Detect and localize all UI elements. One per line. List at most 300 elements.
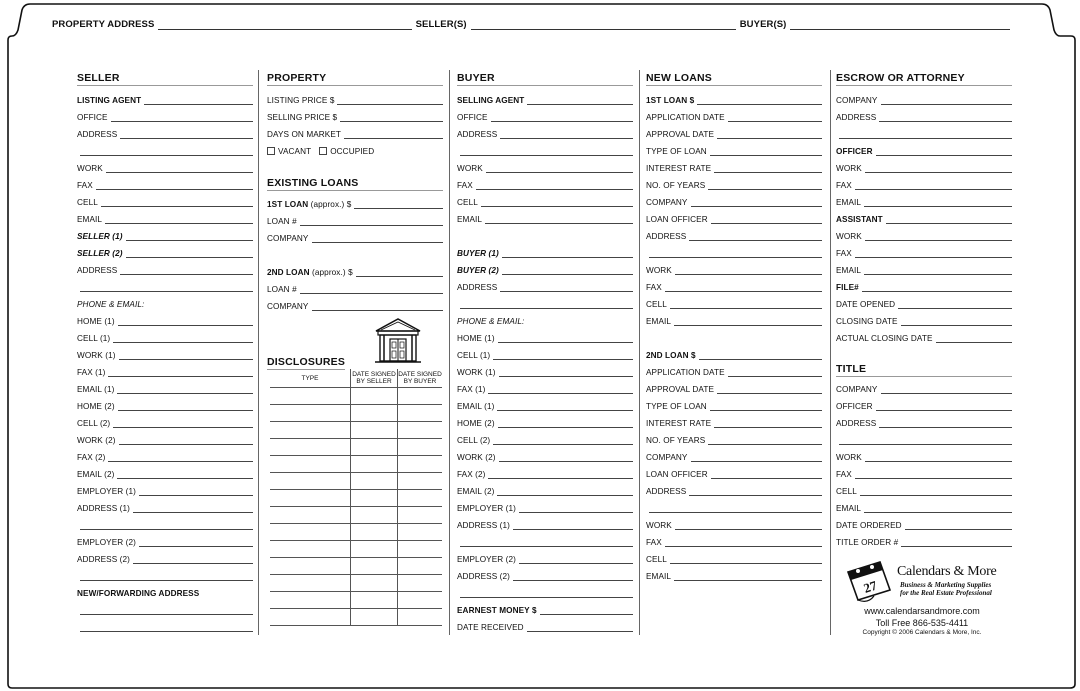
disclosure-row[interactable] xyxy=(270,456,442,473)
address-label: ADDRESS xyxy=(836,113,877,122)
seller-date-cell[interactable] xyxy=(351,422,398,439)
approval-date-row[interactable] xyxy=(646,380,822,394)
buyer-date-cell[interactable] xyxy=(398,541,443,558)
address-line[interactable] xyxy=(646,244,822,258)
address-line[interactable] xyxy=(457,295,633,309)
buyer-date-cell[interactable] xyxy=(398,439,443,456)
buyer-date-cell[interactable] xyxy=(398,524,443,541)
fax-label: FAX xyxy=(836,181,852,190)
loan-number-row[interactable] xyxy=(267,280,443,294)
closing-date-label: CLOSING DATE xyxy=(836,317,898,326)
seller-date-column-header: DATE SIGNED BY SELLER xyxy=(351,369,398,388)
home1-row[interactable] xyxy=(457,329,633,343)
selling-agent-label: SELLING AGENT xyxy=(457,96,525,105)
email-row[interactable] xyxy=(457,210,633,224)
cell-label: CELL xyxy=(77,198,98,207)
email1-row[interactable] xyxy=(457,397,633,411)
work-row[interactable] xyxy=(457,159,633,173)
address-row[interactable] xyxy=(457,125,633,139)
email-label: EMAIL xyxy=(77,215,103,224)
disclosure-type-cell[interactable] xyxy=(270,439,351,456)
seller-date-cell[interactable] xyxy=(351,405,398,422)
office-label: OFFICE xyxy=(77,113,108,122)
property-heading: PROPERTY xyxy=(267,72,443,86)
date-ordered-label: DATE ORDERED xyxy=(836,521,902,530)
disclosures-heading: DISCLOSURES xyxy=(267,356,346,368)
address-line[interactable] xyxy=(77,516,253,530)
fax-label: FAX xyxy=(646,283,662,292)
email-label: EMAIL xyxy=(836,504,862,513)
date-opened-row[interactable] xyxy=(836,295,1012,309)
address-row[interactable] xyxy=(646,227,822,241)
calendar-icon xyxy=(844,558,896,604)
email2-row[interactable] xyxy=(77,465,253,479)
loan-officer-row[interactable] xyxy=(646,465,822,479)
address-label: ADDRESS xyxy=(646,232,687,241)
seller-date-cell[interactable] xyxy=(351,507,398,524)
buyer2-label: BUYER (2) xyxy=(457,266,499,275)
fax1-row[interactable] xyxy=(457,380,633,394)
disclosure-type-cell[interactable] xyxy=(270,524,351,541)
email-row[interactable] xyxy=(77,210,253,224)
address-row[interactable] xyxy=(836,108,1012,122)
fax-row[interactable] xyxy=(457,176,633,190)
date-received-row[interactable] xyxy=(457,618,633,632)
email2-row[interactable] xyxy=(457,482,633,496)
type-of-loan-row[interactable] xyxy=(646,397,822,411)
selling-price-row[interactable] xyxy=(267,108,443,122)
seller-date-cell[interactable] xyxy=(351,439,398,456)
assistant-row[interactable] xyxy=(836,210,1012,224)
buyer1-row[interactable] xyxy=(457,244,633,258)
fax1-row[interactable] xyxy=(77,363,253,377)
address-label: ADDRESS xyxy=(77,266,118,275)
disclosure-row[interactable] xyxy=(270,541,442,558)
type-of-loan-label: TYPE OF LOAN xyxy=(646,402,707,411)
address-line[interactable] xyxy=(457,584,633,598)
date-received-label: DATE RECEIVED xyxy=(457,623,524,632)
fax-row[interactable] xyxy=(77,176,253,190)
disclosure-type-cell[interactable] xyxy=(270,473,351,490)
listing-price-row[interactable] xyxy=(267,91,443,105)
buyer-address-row[interactable] xyxy=(457,278,633,292)
selling-price-label: SELLING PRICE $ xyxy=(267,113,338,122)
work-label: WORK xyxy=(836,453,862,462)
disclosure-type-cell[interactable] xyxy=(270,575,351,592)
address1-row[interactable] xyxy=(77,499,253,513)
date-ordered-row[interactable] xyxy=(836,516,1012,530)
seller1-row[interactable] xyxy=(77,227,253,241)
work2-label: WORK (2) xyxy=(77,436,116,445)
work-label: WORK xyxy=(836,232,862,241)
company-label: COMPANY xyxy=(646,198,688,207)
email1-label: EMAIL (1) xyxy=(77,385,115,394)
listing-price-label: LISTING PRICE $ xyxy=(267,96,335,105)
email1-label: EMAIL (1) xyxy=(457,402,495,411)
email-row[interactable] xyxy=(646,567,822,581)
interest-rate-row[interactable] xyxy=(646,414,822,428)
buyer2-row[interactable] xyxy=(457,261,633,275)
company-label: COMPANY xyxy=(836,96,878,105)
cell2-label: CELL (2) xyxy=(457,436,491,445)
email-row[interactable] xyxy=(836,261,1012,275)
cell1-label: CELL (1) xyxy=(77,334,111,343)
loan-number-label: LOAN # xyxy=(267,217,297,226)
seller1-label: SELLER (1) xyxy=(77,232,123,241)
cell-label: CELL xyxy=(646,555,667,564)
seller-date-cell[interactable] xyxy=(351,541,398,558)
buyer-date-cell[interactable] xyxy=(398,592,443,609)
home2-label: HOME (2) xyxy=(457,419,495,428)
loan-officer-label: LOAN OFFICER xyxy=(646,215,708,224)
employer2-row[interactable] xyxy=(457,550,633,564)
home2-row[interactable] xyxy=(457,414,633,428)
tab-header-row xyxy=(52,16,1014,30)
forwarding-address-heading xyxy=(77,584,253,598)
address-line[interactable] xyxy=(457,142,633,156)
address-line[interactable] xyxy=(836,125,1012,139)
seller-address-row[interactable] xyxy=(77,261,253,275)
fax-row[interactable] xyxy=(836,176,1012,190)
seller-date-cell[interactable] xyxy=(351,524,398,541)
buyer-date-cell[interactable] xyxy=(398,405,443,422)
fax-label: FAX xyxy=(646,538,662,547)
actual-closing-date-row[interactable] xyxy=(836,329,1012,343)
address-label: ADDRESS xyxy=(646,487,687,496)
address-label: ADDRESS xyxy=(836,419,877,428)
home2-row[interactable] xyxy=(77,397,253,411)
cell-row[interactable] xyxy=(836,482,1012,496)
work1-row[interactable] xyxy=(457,363,633,377)
sellers-label: SELLER(S) xyxy=(415,19,467,30)
fax2-row[interactable] xyxy=(457,465,633,479)
disclosure-type-cell[interactable] xyxy=(270,490,351,507)
fax2-row[interactable] xyxy=(77,448,253,462)
company-row[interactable] xyxy=(836,91,1012,105)
address-row[interactable] xyxy=(646,482,822,496)
brand-website[interactable]: www.calendarsandmore.com xyxy=(864,606,980,616)
file-number-label: FILE# xyxy=(836,283,859,292)
checkbox-icon xyxy=(267,147,275,155)
approval-date-label: APPROVAL DATE xyxy=(646,385,715,394)
disclosure-row[interactable] xyxy=(270,422,442,439)
address-line[interactable] xyxy=(77,567,253,581)
title-order-row[interactable] xyxy=(836,533,1012,547)
seller-date-cell[interactable] xyxy=(351,473,398,490)
fax1-label: FAX (1) xyxy=(457,385,486,394)
officer-row[interactable] xyxy=(836,397,1012,411)
address1-label: ADDRESS (1) xyxy=(77,504,130,513)
forwarding-address-label: NEW/FORWARDING ADDRESS xyxy=(77,589,200,598)
work-row[interactable] xyxy=(836,448,1012,462)
seller-date-cell[interactable] xyxy=(351,609,398,626)
cell-row[interactable] xyxy=(77,193,253,207)
disclosure-row[interactable] xyxy=(270,473,442,490)
fax-label: FAX xyxy=(457,181,473,190)
company-row[interactable] xyxy=(646,448,822,462)
buyer-date-cell[interactable] xyxy=(398,490,443,507)
brand-copyright: Copyright © 2006 Calendars & More, Inc. xyxy=(862,629,982,636)
days-on-market-label: DAYS ON MARKET xyxy=(267,130,342,139)
phone-email-label: PHONE & EMAIL: xyxy=(77,300,145,309)
company-row[interactable] xyxy=(267,297,443,311)
seller-date-cell[interactable] xyxy=(351,575,398,592)
work-label: WORK xyxy=(646,266,672,275)
address-line[interactable] xyxy=(77,142,253,156)
disclosure-type-cell[interactable] xyxy=(270,456,351,473)
email-label: EMAIL xyxy=(646,572,672,581)
disclosure-type-cell[interactable] xyxy=(270,558,351,575)
office-row[interactable] xyxy=(457,108,633,122)
cell1-row[interactable] xyxy=(457,346,633,360)
company-row[interactable] xyxy=(836,380,1012,394)
employer1-row[interactable] xyxy=(457,499,633,513)
listing-agent-row[interactable] xyxy=(77,91,253,105)
actual-closing-date-label: ACTUAL CLOSING DATE xyxy=(836,334,933,343)
buyer-date-cell[interactable] xyxy=(398,422,443,439)
title-order-label: TITLE ORDER # xyxy=(836,538,899,547)
disclosure-type-cell[interactable] xyxy=(270,405,351,422)
seller-date-cell[interactable] xyxy=(351,388,398,405)
occupied-checkbox[interactable] xyxy=(319,147,374,156)
work1-label: WORK (1) xyxy=(457,368,496,377)
disclosure-type-cell[interactable] xyxy=(270,592,351,609)
cell-label: CELL xyxy=(836,487,857,496)
buyer-date-cell[interactable] xyxy=(398,456,443,473)
email-row[interactable] xyxy=(646,312,822,326)
occupied-label: OCCUPIED xyxy=(330,147,375,156)
work1-row[interactable] xyxy=(77,346,253,360)
fax2-label: FAX (2) xyxy=(457,470,486,479)
cell1-row[interactable] xyxy=(77,329,253,343)
sellers-field[interactable] xyxy=(471,20,736,30)
address-label: ADDRESS xyxy=(457,130,498,139)
title-heading: TITLE xyxy=(836,363,1012,377)
disclosure-type-cell[interactable] xyxy=(270,541,351,558)
buyer-date-cell[interactable] xyxy=(398,558,443,575)
work2-row[interactable] xyxy=(457,448,633,462)
company-row[interactable] xyxy=(646,193,822,207)
loan-number-row[interactable] xyxy=(267,212,443,226)
cell-row[interactable] xyxy=(457,193,633,207)
work-row[interactable] xyxy=(836,159,1012,173)
new-loan1-row[interactable] xyxy=(646,91,822,105)
address-line[interactable] xyxy=(77,278,253,292)
disclosure-row[interactable] xyxy=(270,405,442,422)
work1-label: WORK (1) xyxy=(77,351,116,360)
buyer-date-cell[interactable] xyxy=(398,473,443,490)
work-row[interactable] xyxy=(77,159,253,173)
cell-row[interactable] xyxy=(646,550,822,564)
phone-email-subheading xyxy=(457,312,633,326)
fax-row[interactable] xyxy=(646,278,822,292)
disclosure-type-cell[interactable] xyxy=(270,609,351,626)
office-label: OFFICE xyxy=(457,113,488,122)
disclosure-row[interactable] xyxy=(270,490,442,507)
buyer1-label: BUYER (1) xyxy=(457,249,499,258)
address-label: ADDRESS xyxy=(77,130,118,139)
cell2-row[interactable] xyxy=(77,414,253,428)
interest-rate-label: INTEREST RATE xyxy=(646,164,712,173)
address2-label: ADDRESS (2) xyxy=(457,572,510,581)
existing-loan1-row[interactable] xyxy=(267,195,443,209)
seller-date-cell[interactable] xyxy=(351,592,398,609)
existing-loan2-row[interactable] xyxy=(267,263,443,277)
fax2-label: FAX (2) xyxy=(77,453,106,462)
seller-date-cell[interactable] xyxy=(351,456,398,473)
company-label: COMPANY xyxy=(646,453,688,462)
loan-officer-label: LOAN OFFICER xyxy=(646,470,708,479)
email2-label: EMAIL (2) xyxy=(457,487,495,496)
work-label: WORK xyxy=(77,164,103,173)
employer2-row[interactable] xyxy=(77,533,253,547)
buyers-label: BUYER(S) xyxy=(739,19,787,30)
approval-date-label: APPROVAL DATE xyxy=(646,130,715,139)
buyers-field[interactable] xyxy=(790,20,1010,30)
email1-row[interactable] xyxy=(77,380,253,394)
column-divider xyxy=(830,70,831,635)
application-date-row[interactable] xyxy=(646,363,822,377)
cell-row[interactable] xyxy=(646,295,822,309)
email-row[interactable] xyxy=(836,193,1012,207)
forwarding-line[interactable] xyxy=(77,618,253,632)
brand-name: Calendars & More xyxy=(897,564,997,579)
address1-row[interactable] xyxy=(457,516,633,530)
escrow-heading: ESCROW OR ATTORNEY xyxy=(836,72,1012,86)
brand-phone: Toll Free 866-535-4411 xyxy=(875,618,969,628)
approx-label: (approx.) $ xyxy=(312,268,353,277)
assistant-label: ASSISTANT xyxy=(836,215,883,224)
brand-tagline xyxy=(900,581,992,597)
buyer-date-cell[interactable] xyxy=(398,575,443,592)
buyer-date-cell[interactable] xyxy=(398,609,443,626)
work-row[interactable] xyxy=(836,227,1012,241)
employer2-label: EMPLOYER (2) xyxy=(457,555,516,564)
address2-row[interactable] xyxy=(457,567,633,581)
officer-label: OFFICER xyxy=(836,147,873,156)
approval-date-row[interactable] xyxy=(646,125,822,139)
fax-row[interactable] xyxy=(836,244,1012,258)
disclosure-row[interactable] xyxy=(270,609,442,626)
forwarding-line[interactable] xyxy=(77,601,253,615)
employer2-label: EMPLOYER (2) xyxy=(77,538,136,547)
work-label: WORK xyxy=(646,521,672,530)
seller2-row[interactable] xyxy=(77,244,253,258)
vacant-checkbox[interactable] xyxy=(267,147,311,156)
fax-row[interactable] xyxy=(836,465,1012,479)
loan2-label: 2ND LOAN xyxy=(267,268,310,277)
earnest-money-row[interactable] xyxy=(457,601,633,615)
type-of-loan-row[interactable] xyxy=(646,142,822,156)
loan-officer-row[interactable] xyxy=(646,210,822,224)
email-label: EMAIL xyxy=(836,266,862,275)
company-label: COMPANY xyxy=(267,234,309,243)
cell-label: CELL xyxy=(646,300,667,309)
disclosure-row[interactable] xyxy=(270,439,442,456)
seller-date-cell[interactable] xyxy=(351,558,398,575)
email-row[interactable] xyxy=(836,499,1012,513)
fax-row[interactable] xyxy=(646,533,822,547)
home1-label: HOME (1) xyxy=(77,317,115,326)
cell1-label: CELL (1) xyxy=(457,351,491,360)
office-row[interactable] xyxy=(77,108,253,122)
checkbox-icon xyxy=(319,147,327,155)
date-opened-label: DATE OPENED xyxy=(836,300,896,309)
company-row[interactable] xyxy=(267,229,443,243)
address-label: ADDRESS xyxy=(457,283,498,292)
no-of-years-row[interactable] xyxy=(646,176,822,190)
disclosure-row[interactable] xyxy=(270,575,442,592)
disclosure-row[interactable] xyxy=(270,507,442,524)
buyer-date-cell[interactable] xyxy=(398,507,443,524)
address1-label: ADDRESS (1) xyxy=(457,521,510,530)
address2-label: ADDRESS (2) xyxy=(77,555,130,564)
work-row[interactable] xyxy=(646,516,822,530)
home1-row[interactable] xyxy=(77,312,253,326)
email-label: EMAIL xyxy=(457,215,483,224)
phone-email-subheading xyxy=(77,295,253,309)
disclosure-type-cell[interactable] xyxy=(270,388,351,405)
address-row[interactable] xyxy=(836,414,1012,428)
work-row[interactable] xyxy=(646,261,822,275)
disclosure-type-cell[interactable] xyxy=(270,422,351,439)
disclosure-row[interactable] xyxy=(270,524,442,541)
application-date-row[interactable] xyxy=(646,108,822,122)
email2-label: EMAIL (2) xyxy=(77,470,115,479)
address2-row[interactable] xyxy=(77,550,253,564)
fax-label: FAX xyxy=(77,181,93,190)
days-on-market-row[interactable] xyxy=(267,125,443,139)
closing-date-row[interactable] xyxy=(836,312,1012,326)
address-line[interactable] xyxy=(457,533,633,547)
interest-rate-label: INTEREST RATE xyxy=(646,419,712,428)
loan1-label: 1ST LOAN xyxy=(267,200,309,209)
address-row[interactable] xyxy=(77,125,253,139)
buyer-date-cell[interactable] xyxy=(398,388,443,405)
new-loans-heading: NEW LOANS xyxy=(646,72,822,86)
seller-date-cell[interactable] xyxy=(351,490,398,507)
email-label: EMAIL xyxy=(836,198,862,207)
seller-heading: SELLER xyxy=(77,72,253,86)
home1-label: HOME (1) xyxy=(457,334,495,343)
address-line[interactable] xyxy=(646,499,822,513)
application-date-label: APPLICATION DATE xyxy=(646,368,725,377)
cell2-row[interactable] xyxy=(457,431,633,445)
employer1-label: EMPLOYER (1) xyxy=(457,504,516,513)
interest-rate-row[interactable] xyxy=(646,159,822,173)
address-line[interactable] xyxy=(836,431,1012,445)
selling-agent-row[interactable] xyxy=(457,91,633,105)
work2-row[interactable] xyxy=(77,431,253,445)
column-divider xyxy=(449,70,450,635)
disclosure-row[interactable] xyxy=(270,558,442,575)
no-of-years-row[interactable] xyxy=(646,431,822,445)
file-number-row[interactable] xyxy=(836,278,1012,292)
disclosure-type-cell[interactable] xyxy=(270,507,351,524)
officer-row[interactable] xyxy=(836,142,1012,156)
fax-label: FAX xyxy=(836,470,852,479)
no-of-years-label: NO. OF YEARS xyxy=(646,436,706,445)
property-address-field[interactable] xyxy=(158,20,411,30)
application-date-label: APPLICATION DATE xyxy=(646,113,725,122)
tagline-line2: for the Real Estate Professional xyxy=(900,589,992,597)
new-loan2-row[interactable] xyxy=(646,346,822,360)
cell2-label: CELL (2) xyxy=(77,419,111,428)
home2-label: HOME (2) xyxy=(77,402,115,411)
employer1-row[interactable] xyxy=(77,482,253,496)
disclosure-row[interactable] xyxy=(270,388,442,405)
disclosure-row[interactable] xyxy=(270,592,442,609)
